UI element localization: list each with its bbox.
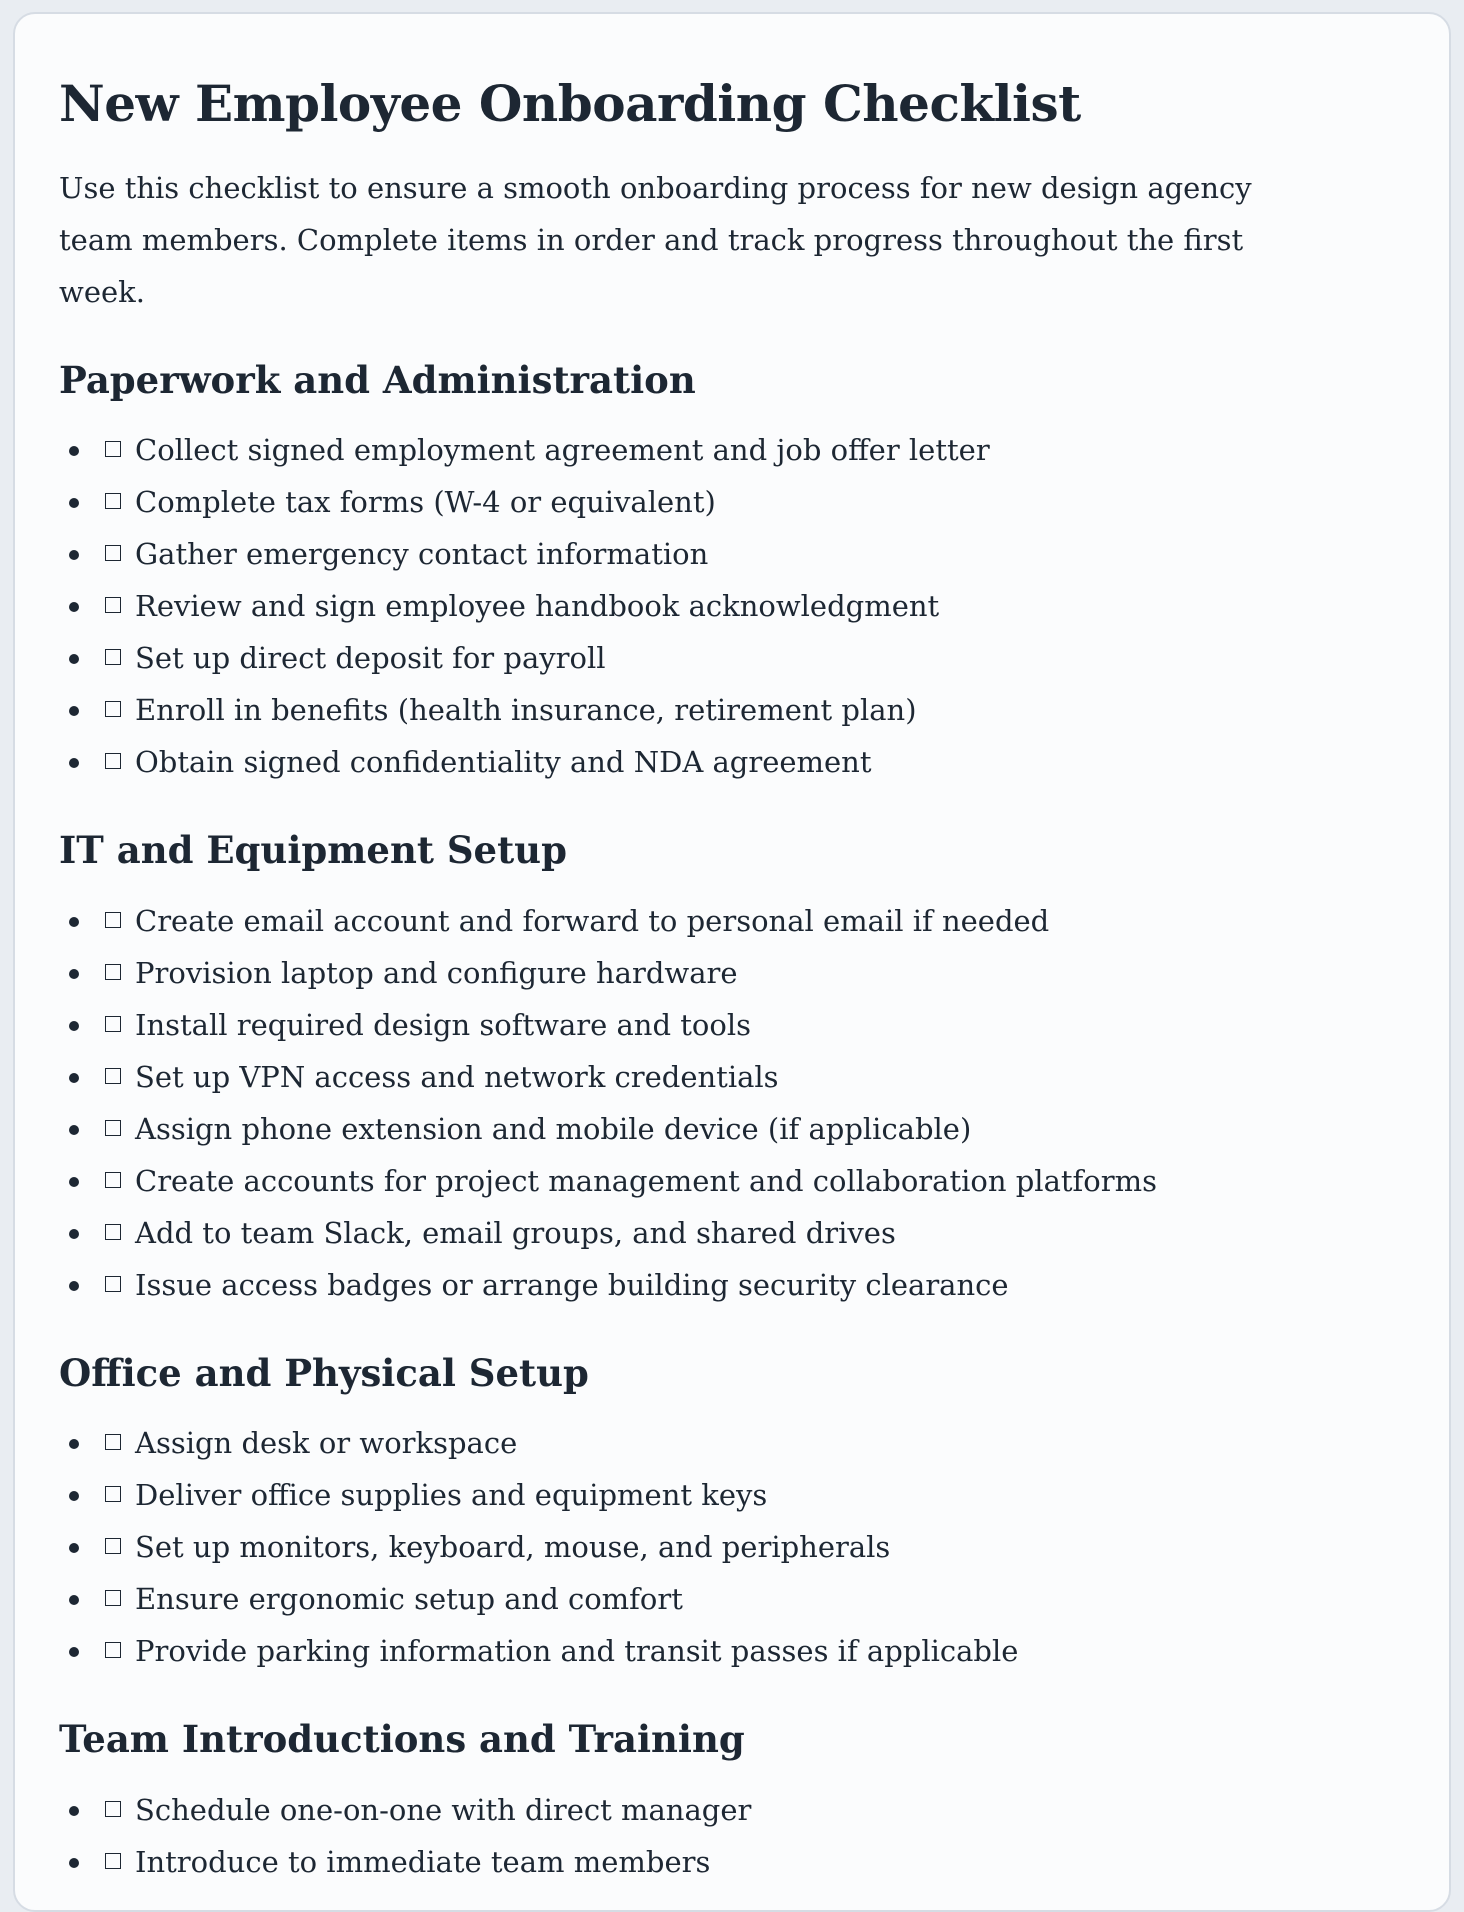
checklist-item-label: Create accounts for project management and collaboration platforms — [135, 1163, 1157, 1198]
bullet-icon — [69, 1073, 79, 1083]
bullet-icon — [69, 1595, 79, 1605]
checklist-item — [59, 1259, 1409, 1311]
bullet-icon — [69, 1858, 79, 1868]
checklist-item — [59, 1784, 1409, 1836]
checklist-team-training — [59, 1784, 1409, 1888]
checklist-item-label: Issue access badges or arrange building security clearance — [135, 1267, 1009, 1302]
checklist-item-label: Assign phone extension and mobile device (if applicable) — [135, 1111, 972, 1146]
checklist-item-label: Set up VPN access and network credentials — [135, 1059, 779, 1094]
bullet-icon — [69, 498, 79, 508]
bullet-icon — [69, 1281, 79, 1291]
checkbox-icon[interactable] — [105, 1172, 121, 1188]
checkbox-icon[interactable] — [105, 493, 121, 509]
bullet-icon — [69, 1125, 79, 1135]
checkbox-icon[interactable] — [105, 1642, 121, 1658]
checkbox-icon[interactable] — [105, 1068, 121, 1084]
bullet-icon — [69, 758, 79, 768]
checkbox-icon[interactable] — [105, 964, 121, 980]
checklist-item-label: Add to team Slack, email groups, and shared drives — [135, 1215, 896, 1250]
checkbox-icon[interactable] — [105, 1538, 121, 1554]
section-heading-paperwork: Paperwork and Administration — [59, 358, 696, 402]
checklist-item — [59, 1417, 1409, 1469]
checkbox-icon[interactable] — [105, 1016, 121, 1032]
checklist-item-label: Set up monitors, keyboard, mouse, and peripherals — [135, 1530, 891, 1565]
checkbox-icon[interactable] — [105, 1486, 121, 1502]
checklist-item — [59, 1207, 1409, 1259]
bullet-icon — [69, 1439, 79, 1449]
checklist-item — [59, 1625, 1409, 1677]
checklist-item — [59, 947, 1409, 999]
checklist-item-label: Ensure ergonomic setup and comfort — [135, 1582, 683, 1617]
bullet-icon — [69, 1647, 79, 1657]
section-heading-it-equipment: IT and Equipment Setup — [59, 828, 567, 873]
checklist-item — [59, 999, 1409, 1051]
bullet-icon — [69, 602, 79, 612]
document-content — [59, 14, 1409, 1888]
checkbox-icon[interactable] — [105, 912, 121, 928]
checkbox-icon[interactable] — [105, 1120, 121, 1136]
bullet-icon — [69, 1021, 79, 1031]
bullet-icon — [69, 1806, 79, 1816]
checklist-item-label: Schedule one-on-one with direct manager — [135, 1792, 752, 1827]
document-page — [13, 12, 1451, 1912]
checklist-item-label: Deliver office supplies and equipment keys — [135, 1478, 768, 1513]
checklist-item — [59, 1573, 1409, 1625]
checklist-item-label: Collect signed employment agreement and job offer letter — [135, 433, 990, 468]
checklist-item — [59, 632, 1409, 684]
checkbox-icon[interactable] — [105, 1801, 121, 1817]
checklist-item-label: Install required design software and tools — [135, 1007, 751, 1042]
bullet-icon — [69, 1543, 79, 1553]
checkbox-icon[interactable] — [105, 441, 121, 457]
checklist-item — [59, 476, 1409, 528]
checklist-item — [59, 528, 1409, 580]
checklist-item-label: Introduce to immediate team members — [135, 1844, 711, 1879]
checkbox-icon[interactable] — [105, 1853, 121, 1869]
bullet-icon — [69, 706, 79, 716]
checklist-item-label: Gather emergency contact information — [135, 537, 709, 572]
checklist-item-label: Obtain signed confidentiality and NDA agreement — [135, 745, 872, 780]
checklist-item — [59, 684, 1409, 736]
checklist-item-label: Review and sign employee handbook acknowledgment — [135, 589, 940, 624]
checklist-item — [59, 1469, 1409, 1521]
intro-paragraph: Use this checklist to ensure a smooth onboarding process for new design agency team members. Complete items in order and track progress throughout the first week. — [59, 171, 1252, 309]
checkbox-icon[interactable] — [105, 545, 121, 561]
checklist-item-label: Assign desk or workspace — [135, 1426, 518, 1461]
checkbox-icon[interactable] — [105, 1276, 121, 1292]
checklist-it-equipment — [59, 895, 1409, 1311]
checkbox-icon[interactable] — [105, 1590, 121, 1606]
checkbox-icon[interactable] — [105, 1224, 121, 1240]
checklist-item — [59, 895, 1409, 947]
bullet-icon — [69, 917, 79, 927]
checklist-item — [59, 736, 1409, 788]
checklist-item-label: Provision laptop and configure hardware — [135, 955, 738, 990]
bullet-icon — [69, 1229, 79, 1239]
checklist-item — [59, 1051, 1409, 1103]
checklist-item-label: Provide parking information and transit passes if applicable — [135, 1634, 1019, 1669]
bullet-icon — [69, 969, 79, 979]
checklist-item-label: Complete tax forms (W-4 or equivalent) — [135, 485, 716, 520]
checklist-item-label: Enroll in benefits (health insurance, retirement plan) — [135, 693, 917, 728]
bullet-icon — [69, 446, 79, 456]
checklist-item-label: Set up direct deposit for payroll — [135, 641, 606, 676]
checklist-item — [59, 1103, 1409, 1155]
checklist-item — [59, 1521, 1409, 1573]
checkbox-icon[interactable] — [105, 701, 121, 717]
bullet-icon — [69, 654, 79, 664]
checklist-paperwork — [59, 424, 1409, 788]
checkbox-icon[interactable] — [105, 753, 121, 769]
checklist-item — [59, 424, 1409, 476]
page-title: New Employee Onboarding Checklist — [59, 74, 1081, 133]
bullet-icon — [69, 1177, 79, 1187]
checkbox-icon[interactable] — [105, 1434, 121, 1450]
section-heading-team-training: Team Introductions and Training — [59, 1717, 745, 1762]
bullet-icon — [69, 550, 79, 560]
checkbox-icon[interactable] — [105, 649, 121, 665]
section-heading-office-physical: Office and Physical Setup — [59, 1350, 589, 1395]
checklist-item-label: Create email account and forward to personal email if needed — [135, 903, 1050, 938]
checklist-item — [59, 1155, 1409, 1207]
bullet-icon — [69, 1491, 79, 1501]
checklist-item — [59, 580, 1409, 632]
checkbox-icon[interactable] — [105, 597, 121, 613]
checklist-office-physical — [59, 1417, 1409, 1677]
